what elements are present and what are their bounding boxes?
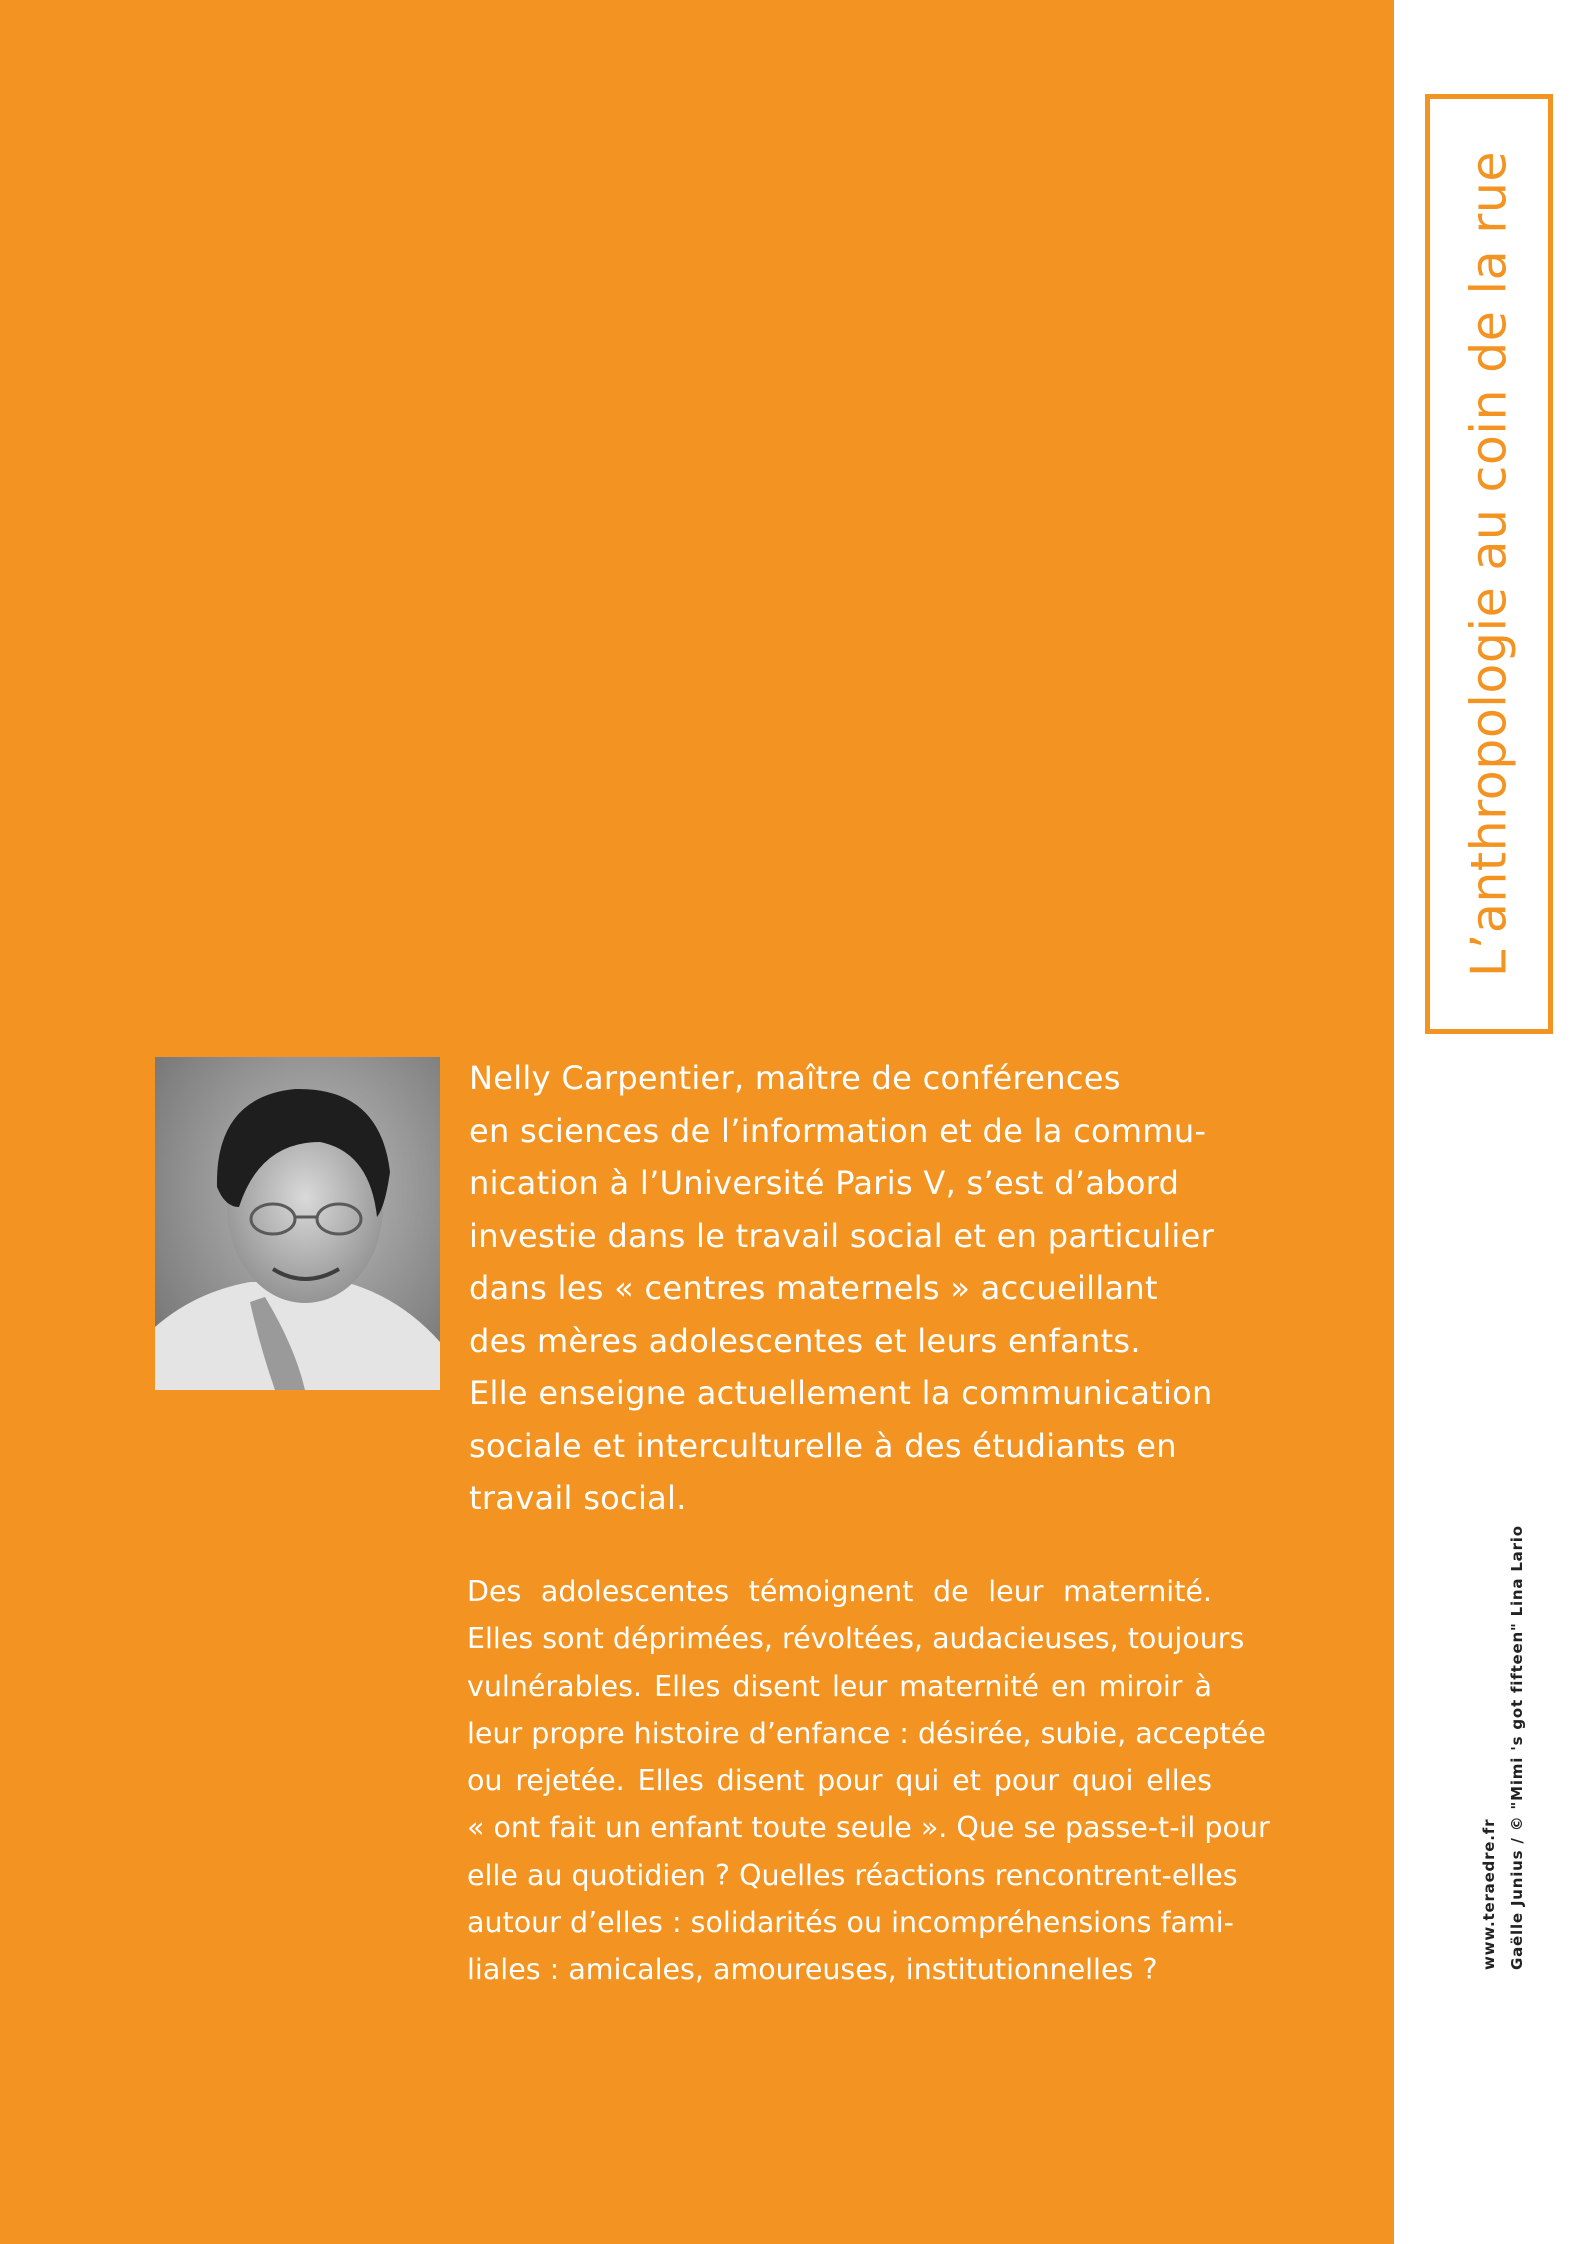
author-bio-line: sociale et interculturelle à des étudiants en [469,1426,1177,1465]
author-bio-line: travail social. [469,1479,687,1517]
series-title: L’anthropologie au coin de la rue [1460,150,1518,978]
book-summary [467,1568,1270,1994]
author-bio-line: investie dans le travail social et en particulier [469,1216,1215,1255]
summary-line: Elles sont déprimées, révoltées, audacieuses, toujours [467,1622,1245,1656]
author-bio-line: Elle enseigne actuellement la communication [469,1374,1213,1412]
author-bio [469,1052,1215,1525]
summary-line: Des adolescentes témoignent de leur maternité. [467,1575,1212,1608]
summary-line: « ont fait un enfant toute seule ». Que se passe-t-il pour [467,1811,1270,1845]
summary-line: liales : amicales, amoureuses, institutionnelles ? [467,1953,1158,1987]
series-title-box [1425,94,1553,1034]
summary-line: ou rejetée. Elles disent pour qui et pour quoi elles [467,1764,1212,1798]
author-bio-line: Nelly Carpentier, maître de conférences [469,1059,1121,1097]
author-photo [155,1057,440,1390]
summary-line: vulnérables. Elles disent leur maternité en miroir à [467,1669,1212,1703]
author-bio-line: des mères adolescentes et leurs enfants. [469,1321,1141,1360]
photo-credit: Gaëlle Junius / © "Mimi 's got fifteen" Lina Lario [1508,1525,1526,1970]
publisher-website: www.teraedre.fr [1480,1818,1498,1970]
summary-line: elle au quotidien ? Quelles réactions rencontrent-elles [467,1858,1238,1892]
author-portrait-image [155,1057,440,1390]
author-bio-line: dans les « centres maternels » accueillant [469,1269,1158,1307]
summary-line: autour d’elles : solidarités ou incompréhensions fami- [467,1906,1234,1940]
summary-line: leur propre histoire d’enfance : désirée, subie, acceptée [467,1716,1266,1750]
author-bio-line: en sciences de l’information et de la commu- [469,1111,1207,1150]
author-bio-line: nication à l’Université Paris V, s’est d’abord [469,1164,1180,1202]
